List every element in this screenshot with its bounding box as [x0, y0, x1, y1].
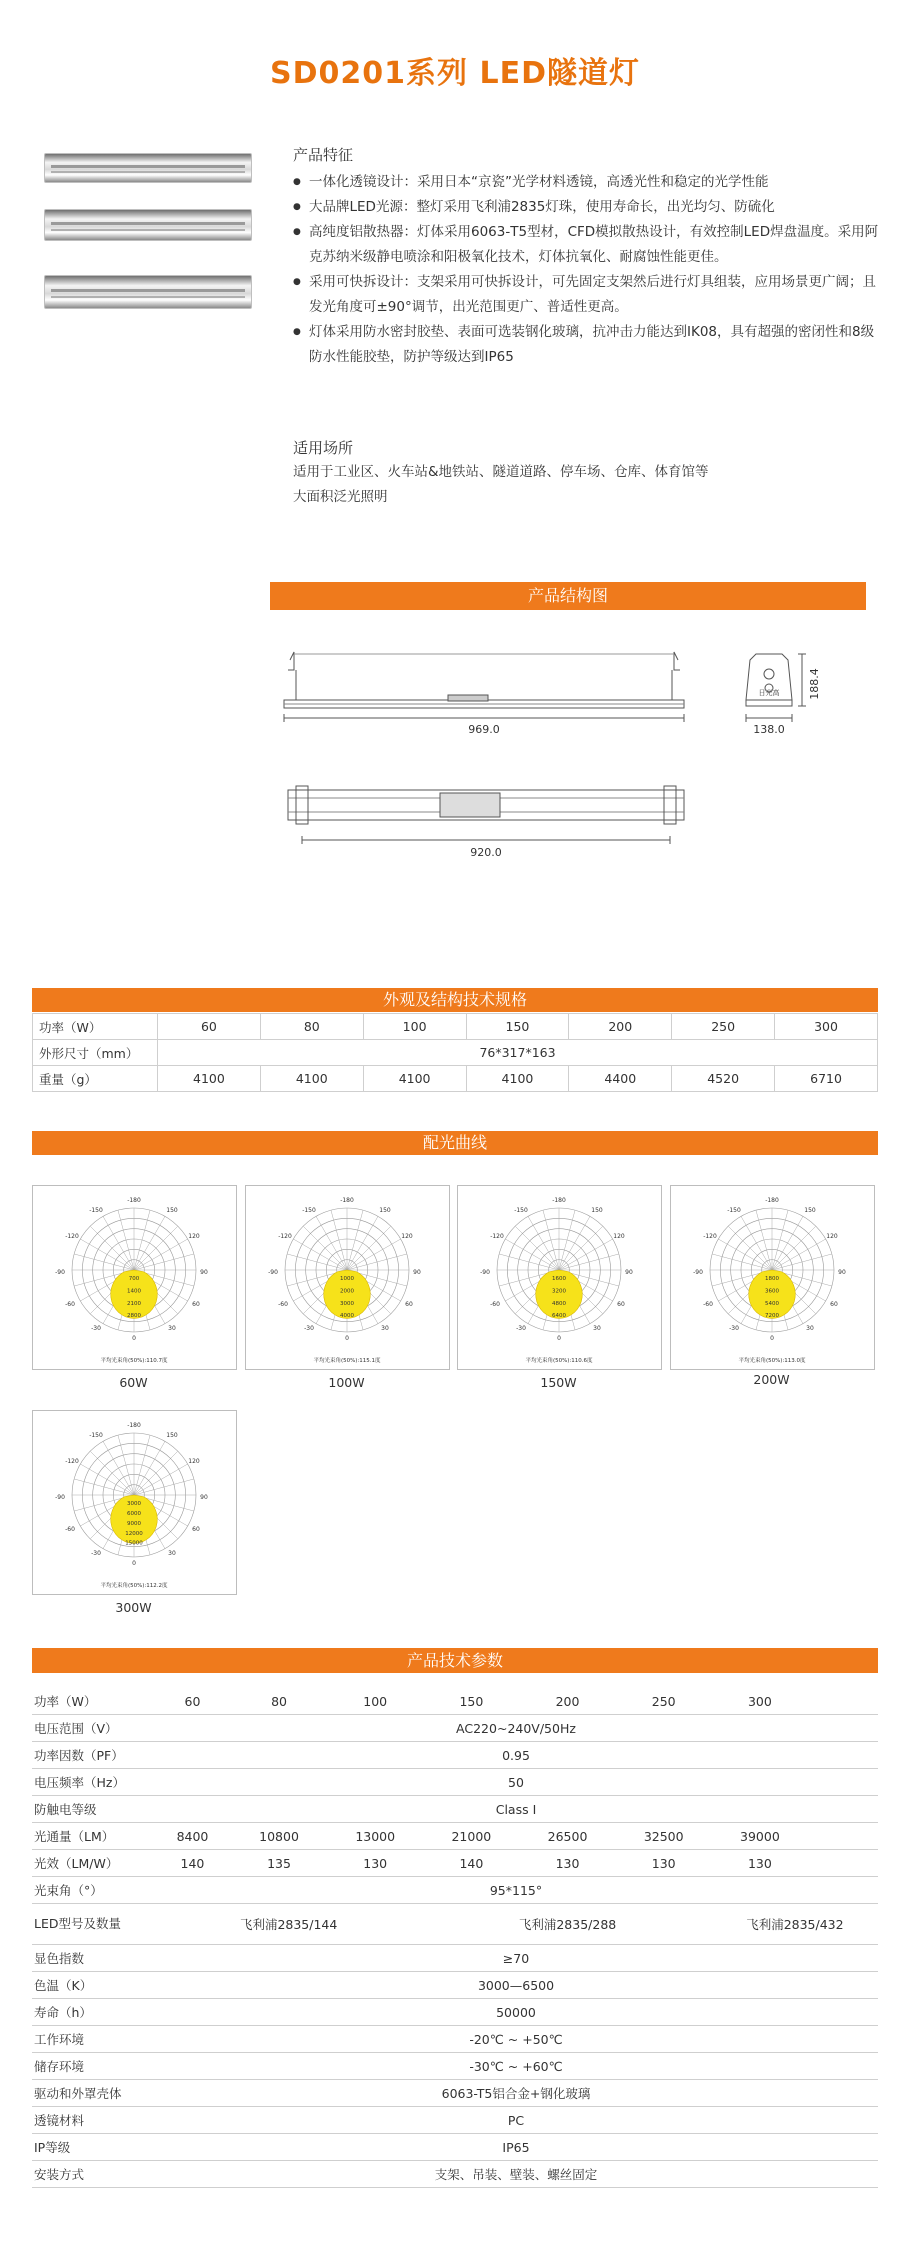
feature-item: ● 采用可快拆设计：支架采用可快拆设计，可先固定支架然后进行灯具组装，应用场景更广阔；且发光角度可±90°调节，出光范围更广、普适性更高。 [293, 270, 883, 320]
table-cell: 80 [260, 1014, 363, 1040]
angle-label: 150 [166, 1432, 178, 1439]
angle-label: 120 [188, 1233, 200, 1240]
param-label: 工作环境 [32, 2026, 154, 2053]
table-cell: 10800 [231, 1823, 327, 1850]
ring-value-label: 1400 [127, 1288, 141, 1295]
params-heading-bar: 产品技术参数 [32, 1648, 878, 1673]
angle-label: -180 [765, 1197, 779, 1204]
param-value: PC [154, 2107, 878, 2134]
param-value: 50000 [154, 1999, 878, 2026]
table-row [32, 2134, 878, 2161]
param-label: 寿命（h） [32, 1999, 154, 2026]
applications-line: 适用于工业区、火车站&地铁站、隧道道路、停车场、仓库、体育馆等 [293, 464, 709, 480]
curve-100w [245, 1185, 450, 1370]
angle-label: -30 [304, 1325, 314, 1332]
polar-spoke [347, 1216, 378, 1270]
angle-label: -120 [65, 1233, 79, 1240]
table-cell: 60 [158, 1014, 261, 1040]
table-row [32, 1823, 878, 1850]
angle-label: 120 [188, 1458, 200, 1465]
ring-value-label: 2800 [127, 1313, 141, 1320]
angle-label: 30 [168, 1325, 176, 1332]
table-cell-empty [808, 1850, 878, 1877]
param-label: 储存环境 [32, 2053, 154, 2080]
table-row [33, 1066, 878, 1092]
curves-heading-bar: 配光曲线 [32, 1131, 878, 1155]
table-cell-label: 外形尺寸（mm） [33, 1040, 158, 1066]
angle-label: -150 [727, 1207, 741, 1214]
param-value: 0.95 [154, 1742, 878, 1769]
table-row [32, 1945, 878, 1972]
table-cell-label: 重量（g） [33, 1066, 158, 1092]
ring-value-label: 700 [128, 1276, 140, 1282]
polar-spoke [772, 1239, 826, 1270]
table-row [32, 1904, 878, 1945]
polar-spoke [90, 1451, 134, 1495]
polar-spoke [515, 1226, 559, 1270]
table-cell: 300 [775, 1014, 878, 1040]
feature-item: ● 大品牌LED光源：整灯采用飞利浦2835灯珠，使用寿命长，出光均匀、防硫化 [293, 195, 883, 220]
table-cell: 130 [519, 1850, 615, 1877]
polar-spoke [134, 1226, 178, 1270]
table-cell: 4100 [363, 1066, 466, 1092]
table-cell: 39000 [712, 1823, 808, 1850]
param-label: 功率（W） [32, 1688, 154, 1715]
angle-label: -150 [89, 1432, 103, 1439]
angle-label: -180 [552, 1197, 566, 1204]
angle-label: 150 [804, 1207, 816, 1214]
structure-diagram [270, 640, 830, 890]
angle-label: 0 [132, 1560, 136, 1567]
angle-label: -60 [490, 1301, 500, 1308]
table-cell: 80 [231, 1688, 327, 1715]
polar-spoke [559, 1239, 613, 1270]
polar-chart [246, 1186, 449, 1369]
table-cell-empty [808, 1823, 878, 1850]
table-cell: 4100 [158, 1066, 261, 1092]
ring-value-label: 2000 [340, 1288, 354, 1295]
curve-caption: 300W [115, 1600, 152, 1615]
polar-spoke [741, 1216, 772, 1270]
param-value: 飞利浦2835/144 [154, 1904, 423, 1945]
table-row [32, 1999, 878, 2026]
angle-label: 150 [379, 1207, 391, 1214]
table-cell: 250 [672, 1014, 775, 1040]
angle-label: 150 [166, 1207, 178, 1214]
table-row [32, 2053, 878, 2080]
table-cell: 300 [712, 1688, 808, 1715]
polar-spoke [772, 1216, 803, 1270]
curve-caption: 150W [540, 1375, 577, 1390]
polar-spoke [528, 1216, 559, 1270]
polar-spoke [80, 1239, 134, 1270]
table-row [32, 1715, 878, 1742]
angle-label: -90 [55, 1269, 65, 1276]
ring-value-label: 3600 [765, 1288, 779, 1295]
curve-200w [670, 1185, 875, 1370]
table-cell: 4400 [569, 1066, 672, 1092]
beam-angle-note: 平均光束角(50%):115.1度 [313, 1358, 381, 1364]
curve-60w [32, 1185, 237, 1370]
angle-label: -120 [703, 1233, 717, 1240]
angle-label: 0 [770, 1335, 774, 1342]
angle-label: -30 [91, 1325, 101, 1332]
curve-caption: 60W [119, 1375, 148, 1390]
angle-label: 60 [405, 1301, 413, 1308]
table-cell: 200 [569, 1014, 672, 1040]
table-row [33, 1040, 878, 1066]
polar-spoke [134, 1464, 188, 1495]
curve-caption: 200W [753, 1372, 790, 1387]
table-cell: 100 [363, 1014, 466, 1040]
polar-spoke [134, 1239, 188, 1270]
table-cell: 140 [423, 1850, 519, 1877]
polar-spoke [293, 1239, 347, 1270]
polar-spoke [347, 1239, 401, 1270]
params-table [32, 1688, 878, 2188]
curve-caption: 100W [328, 1375, 365, 1390]
angle-label: -90 [55, 1494, 65, 1501]
ring-value-label: 7200 [765, 1313, 779, 1320]
ring-value-label: 3000 [127, 1501, 141, 1507]
param-label: 电压范围（V） [32, 1715, 154, 1742]
param-label: 光效（LM/W） [32, 1850, 154, 1877]
table-cell: 4520 [672, 1066, 775, 1092]
table-row [32, 1742, 878, 1769]
polar-spoke [505, 1239, 559, 1270]
param-value: AC220~240V/50Hz [154, 1715, 878, 1742]
table-row [32, 1769, 878, 1796]
polar-spoke [90, 1226, 134, 1270]
table-cell: 76*317*163 [158, 1040, 878, 1066]
angle-label: -90 [480, 1269, 490, 1276]
table-cell: 60 [154, 1688, 231, 1715]
table-row [32, 2161, 878, 2188]
param-label: 光通量（LM） [32, 1823, 154, 1850]
angle-label: 90 [838, 1269, 846, 1276]
polar-chart [458, 1186, 661, 1369]
angle-label: 60 [192, 1526, 200, 1533]
angle-label: 0 [557, 1335, 561, 1342]
angle-label: -150 [514, 1207, 528, 1214]
table-cell: 4100 [466, 1066, 569, 1092]
table-cell: 4100 [260, 1066, 363, 1092]
angle-label: -150 [89, 1207, 103, 1214]
polar-spoke [80, 1464, 134, 1495]
angle-label: 60 [192, 1301, 200, 1308]
angle-label: -60 [703, 1301, 713, 1308]
table-row [32, 1877, 878, 1904]
param-value: -30℃ ~ +60℃ [154, 2053, 878, 2080]
table-cell: 32500 [616, 1823, 712, 1850]
ring-value-label: 1800 [765, 1276, 779, 1282]
angle-label: -120 [65, 1458, 79, 1465]
ring-value-label: 4800 [552, 1300, 566, 1307]
polar-spoke [559, 1226, 603, 1270]
angle-label: -150 [302, 1207, 316, 1214]
ring-value-label: 15000 [125, 1540, 143, 1547]
polar-spoke [347, 1226, 391, 1270]
table-row [32, 1796, 878, 1823]
structure-heading-bar: 产品结构图 [270, 582, 866, 610]
param-label: IP等级 [32, 2134, 154, 2161]
features-list [293, 170, 883, 370]
param-value: 飞利浦2835/288 [423, 1904, 712, 1945]
table-row [32, 2026, 878, 2053]
table-row [32, 2080, 878, 2107]
param-value: ≥70 [154, 1945, 878, 1972]
dim-mount: 920.0 [470, 846, 502, 859]
angle-label: 120 [826, 1233, 838, 1240]
feature-item: ● 灯体采用防水密封胶垫、表面可选装钢化玻璃，抗冲击力能达到IK08，具有超强的密闭性和8级防水性能胶垫，防护等级达到IP65 [293, 320, 883, 370]
table-cell-label: 功率（W） [33, 1014, 158, 1040]
table-row [32, 1688, 878, 1715]
ring-value-label: 5400 [765, 1300, 779, 1307]
table-cell: 21000 [423, 1823, 519, 1850]
angle-label: 30 [806, 1325, 814, 1332]
beam-angle-note: 平均光束角(50%):110.6度 [525, 1358, 593, 1364]
feature-item: ● 一体化透镜设计：采用日本“京瓷”光学材料透镜，高透光性和稳定的光学性能 [293, 170, 883, 195]
param-value: 3000—6500 [154, 1972, 878, 1999]
table-cell: 8400 [154, 1823, 231, 1850]
features-heading: 产品特征 [293, 146, 354, 164]
applications-line: 大面积泛光照明 [293, 489, 388, 505]
param-value: 6063-T5铝合金+钢化玻璃 [154, 2080, 878, 2107]
param-label: LED型号及数量 [32, 1904, 154, 1945]
angle-label: -30 [91, 1550, 101, 1557]
polar-spoke [134, 1441, 165, 1495]
param-label: 安装方式 [32, 2161, 154, 2188]
end-view-label: 日光高 [758, 689, 780, 697]
polar-spoke [718, 1239, 772, 1270]
angle-label: -120 [490, 1233, 504, 1240]
angle-label: 120 [401, 1233, 413, 1240]
appearance-heading-bar: 外观及结构技术规格 [32, 988, 878, 1012]
appearance-table [32, 1013, 878, 1092]
table-cell: 150 [466, 1014, 569, 1040]
param-label: 电压频率（Hz） [32, 1769, 154, 1796]
ring-value-label: 2100 [127, 1300, 141, 1307]
angle-label: -90 [268, 1269, 278, 1276]
angle-label: 150 [591, 1207, 603, 1214]
ring-value-label: 1000 [340, 1276, 354, 1282]
angle-label: 0 [345, 1335, 349, 1342]
angle-label: -60 [65, 1526, 75, 1533]
table-cell: 140 [154, 1850, 231, 1877]
ring-value-label: 4000 [340, 1313, 354, 1320]
dim-width: 138.0 [753, 723, 785, 736]
polar-spoke [103, 1441, 134, 1495]
curve-300w [32, 1410, 237, 1595]
table-cell: 200 [519, 1688, 615, 1715]
angle-label: -180 [340, 1197, 354, 1204]
polar-chart [671, 1186, 874, 1369]
polar-spoke [728, 1226, 772, 1270]
angle-label: -30 [729, 1325, 739, 1332]
param-label: 驱动和外罩壳体 [32, 2080, 154, 2107]
beam-angle-note: 平均光束角(50%):113.0度 [738, 1358, 806, 1364]
angle-label: 0 [132, 1335, 136, 1342]
table-cell: 100 [327, 1688, 423, 1715]
ring-value-label: 1600 [552, 1276, 566, 1282]
ring-value-label: 6000 [127, 1510, 141, 1517]
param-label: 防触电等级 [32, 1796, 154, 1823]
beam-angle-note: 平均光束角(50%):112.2度 [100, 1583, 168, 1589]
table-cell: 130 [327, 1850, 423, 1877]
polar-spoke [559, 1216, 590, 1270]
param-value: 50 [154, 1769, 878, 1796]
param-value: 支架、吊装、壁装、螺丝固定 [154, 2161, 878, 2188]
ring-value-label: 9000 [127, 1520, 141, 1527]
dim-length: 969.0 [468, 723, 500, 736]
angle-label: 90 [200, 1269, 208, 1276]
ring-value-label: 6400 [552, 1313, 566, 1320]
polar-chart [33, 1186, 236, 1369]
param-value: Class Ⅰ [154, 1796, 878, 1823]
table-cell: 135 [231, 1850, 327, 1877]
polar-chart [33, 1411, 236, 1594]
product-image-3 [44, 275, 252, 309]
table-cell: 150 [423, 1688, 519, 1715]
param-value: 95*115° [154, 1877, 878, 1904]
angle-label: -30 [516, 1325, 526, 1332]
table-row [32, 2107, 878, 2134]
ring-value-label: 3000 [340, 1300, 354, 1307]
table-cell: 26500 [519, 1823, 615, 1850]
angle-label: -180 [127, 1197, 141, 1204]
table-cell-empty [808, 1688, 878, 1715]
angle-label: 60 [830, 1301, 838, 1308]
angle-label: 60 [617, 1301, 625, 1308]
beam-angle-note: 平均光束角(50%):110.7度 [100, 1358, 168, 1364]
param-value: 飞利浦2835/432 [712, 1904, 878, 1945]
param-label: 光束角（°） [32, 1877, 154, 1904]
angle-label: 120 [613, 1233, 625, 1240]
applications-text [293, 460, 709, 510]
polar-spoke [303, 1226, 347, 1270]
product-image-1 [44, 153, 252, 183]
polar-spoke [316, 1216, 347, 1270]
angle-label: -90 [693, 1269, 703, 1276]
angle-label: 90 [200, 1494, 208, 1501]
param-value: IP65 [154, 2134, 878, 2161]
angle-label: 90 [413, 1269, 421, 1276]
angle-label: -180 [127, 1422, 141, 1429]
curve-150w [457, 1185, 662, 1370]
dim-height: 188.4 [808, 668, 821, 700]
angle-label: 30 [593, 1325, 601, 1332]
polar-spoke [103, 1216, 134, 1270]
table-cell: 130 [616, 1850, 712, 1877]
param-label: 显色指数 [32, 1945, 154, 1972]
table-row [32, 1850, 878, 1877]
angle-label: -60 [65, 1301, 75, 1308]
ring-value-label: 12000 [125, 1530, 143, 1537]
table-cell: 250 [616, 1688, 712, 1715]
param-label: 功率因数（PF） [32, 1742, 154, 1769]
table-cell: 13000 [327, 1823, 423, 1850]
polar-spoke [134, 1216, 165, 1270]
angle-label: -60 [278, 1301, 288, 1308]
param-label: 透镜材料 [32, 2107, 154, 2134]
table-row [32, 1972, 878, 1999]
param-label: 色温（K） [32, 1972, 154, 1999]
angle-label: 30 [168, 1550, 176, 1557]
angle-label: 90 [625, 1269, 633, 1276]
table-cell: 6710 [775, 1066, 878, 1092]
ring-value-label: 3200 [552, 1288, 566, 1295]
angle-label: -120 [278, 1233, 292, 1240]
angle-label: 30 [381, 1325, 389, 1332]
table-row [33, 1014, 878, 1040]
table-cell: 130 [712, 1850, 808, 1877]
page-title: SD0201系列 LED隧道灯 [270, 56, 640, 91]
feature-item: ● 高纯度铝散热器：灯体采用6063-T5型材，CFD模拟散热设计，有效控制LED焊盘温度。采用阿克苏纳米级静电喷涂和阳极氧化技术，灯体抗氧化、耐腐蚀性能更佳。 [293, 220, 883, 270]
product-image-2 [44, 209, 252, 241]
applications-heading: 适用场所 [293, 439, 354, 457]
polar-spoke [134, 1451, 178, 1495]
param-value: -20℃ ~ +50℃ [154, 2026, 878, 2053]
polar-spoke [772, 1226, 816, 1270]
